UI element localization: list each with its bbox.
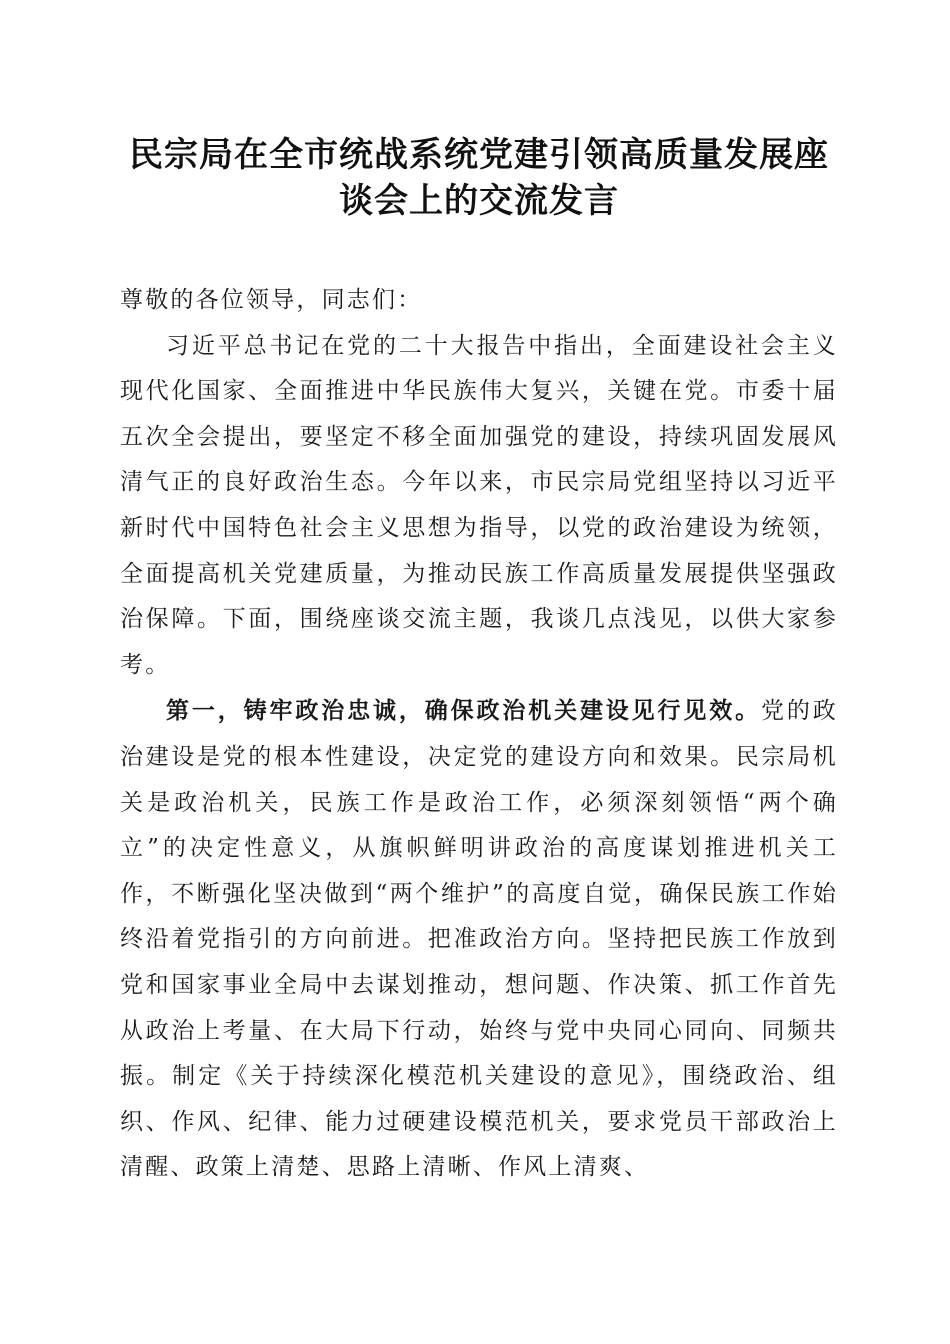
salutation: 尊敬的各位领导，同志们：	[120, 287, 423, 313]
title-line-1: 民宗局在全市统战系统党建引领高质量发展座	[129, 135, 829, 175]
title-line-2: 谈会上的交流发言	[339, 181, 619, 221]
paragraph-first-point-text: 党的政治建设是党的根本性建设，决定党的建设方向和效果。民宗局机关是政治机关，民族工作是政治工作，必须深刻领悟“两个确立”的决定性意义，从旗帜鲜明讲政治的高度谋划推进机关工作，不断强化坚决做到“两个维护”的高度自觉，确保民族工作始终沿着党指引的方向前进。把准政治方向。坚持把民族工作放到党和国家事业全局中去谋划推动，想问题、作决策、抓工作首先从政治上考量、在大局下行动，始终与党中央同心同向、同频共振。制定《关于持续深化模范机关建设的意见》，围绕政治、组织、作风、纪律、能力过硬建设模范机关，要求党员干部政治上清醒、政策上清楚、思路上清晰、作风上清爽、	[120, 698, 838, 1181]
document-title	[120, 132, 838, 224]
paragraph-intro: 习近平总书记在党的二十大报告中指出，全面建设社会主义现代化国家、全面推进中华民族伟大复兴，关键在党。市委十届五次全会提出，要坚定不移全面加强党的建设，持续巩固发展风清气正的良好政治生态。今年以来，市民宗局党组坚持以习近平新时代中国特色社会主义思想为指导，以党的政治建设为统领，全面提高机关党建质量，为推动民族工作高质量发展提供坚强政治保障。下面，围绕座谈交流主题，我谈几点浅见，以供大家参考。	[120, 332, 838, 678]
paragraph-first-point	[120, 688, 838, 1191]
paragraph-lead-sentence: 第一，铸牢政治忠诚，确保政治机关建设见行见效。	[166, 697, 762, 725]
document-body	[120, 278, 838, 1191]
